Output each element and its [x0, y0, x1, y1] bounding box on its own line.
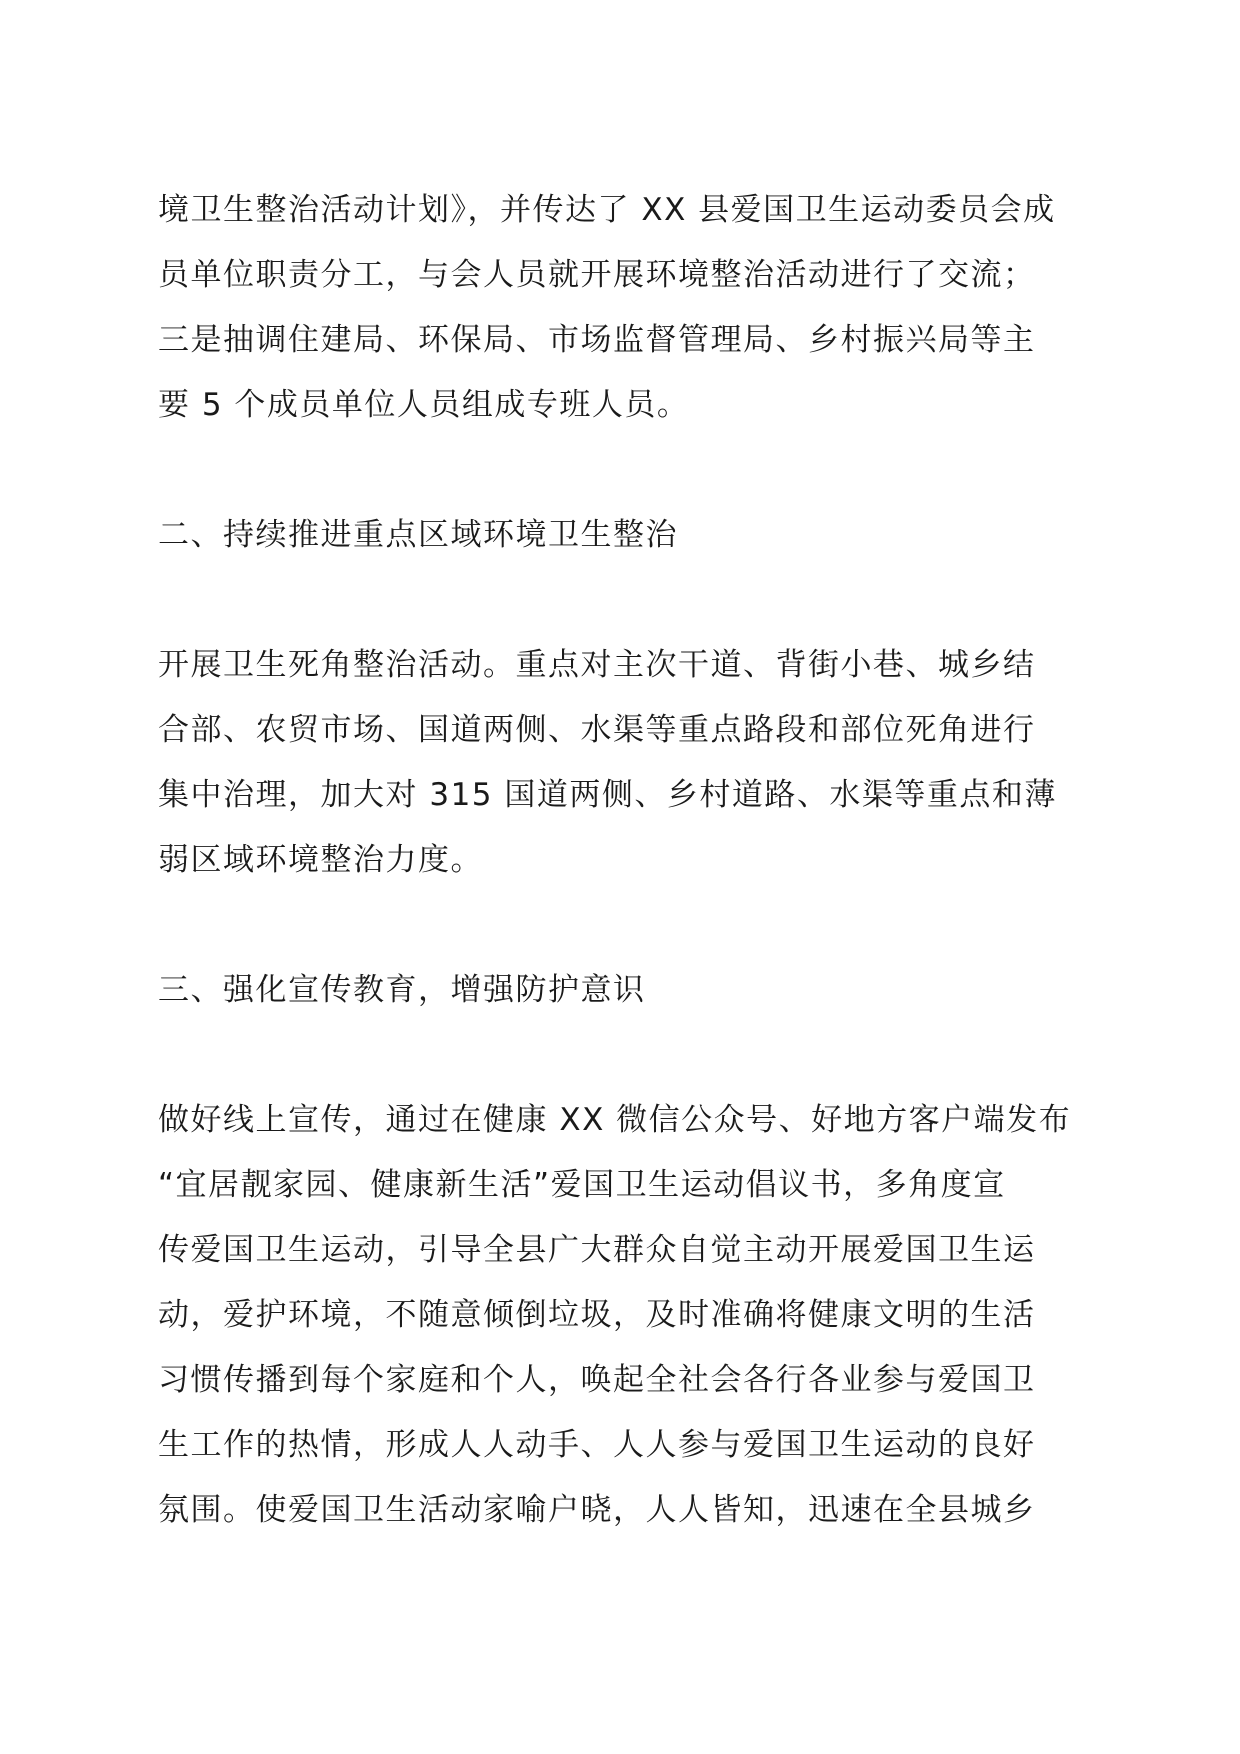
text-line: 氛围。使爱国卫生活动家喻户晓，人人皆知，迅速在全县城乡	[158, 1492, 1036, 1528]
paragraph-staffing	[158, 178, 1083, 438]
text-line: 习惯传播到每个家庭和个人，唤起全社会各行各业参与爱国卫	[158, 1362, 1036, 1398]
section-heading-2: 二、持续推进重点区域环境卫生整治	[158, 517, 678, 553]
text-line: “宜居靓家园、健康新生活”爱国卫生运动倡议书，多角度宣	[158, 1167, 1006, 1203]
text-line: 传爱国卫生运动，引导全县广大群众自觉主动开展爱国卫生运	[158, 1232, 1036, 1268]
text-line: 境卫生整治活动计划》，并传达了 XX 县爱国卫生运动委员会成	[158, 192, 1056, 228]
text-line: 三是抽调住建局、环保局、市场监督管理局、乡村振兴局等主	[158, 322, 1036, 358]
paragraph-spacer	[158, 568, 1083, 633]
text-line: 弱区域环境整治力度。	[158, 842, 483, 878]
document-body	[158, 178, 1083, 1543]
text-line: 开展卫生死角整治活动。重点对主次干道、背街小巷、城乡结	[158, 647, 1036, 683]
paragraph-spacer	[158, 1023, 1083, 1088]
text-line: 做好线上宣传，通过在健康 XX 微信公众号、好地方客户端发布	[158, 1102, 1072, 1138]
paragraph-key-areas	[158, 633, 1083, 893]
text-line: 要 5 个成员单位人员组成专班人员。	[158, 387, 690, 423]
paragraph-publicity	[158, 1088, 1083, 1543]
section-heading-3: 三、强化宣传教育，增强防护意识	[158, 972, 646, 1008]
text-line: 动，爱护环境，不随意倾倒垃圾，及时准确将健康文明的生活	[158, 1297, 1036, 1333]
text-line: 合部、农贸市场、国道两侧、水渠等重点路段和部位死角进行	[158, 712, 1036, 748]
text-line: 集中治理，加大对 315 国道两侧、乡村道路、水渠等重点和薄	[158, 777, 1057, 813]
paragraph-spacer	[158, 893, 1083, 958]
text-line: 员单位职责分工，与会人员就开展环境整治活动进行了交流；	[158, 257, 1036, 293]
text-line: 生工作的热情，形成人人动手、人人参与爱国卫生运动的良好	[158, 1427, 1036, 1463]
paragraph-spacer	[158, 438, 1083, 503]
